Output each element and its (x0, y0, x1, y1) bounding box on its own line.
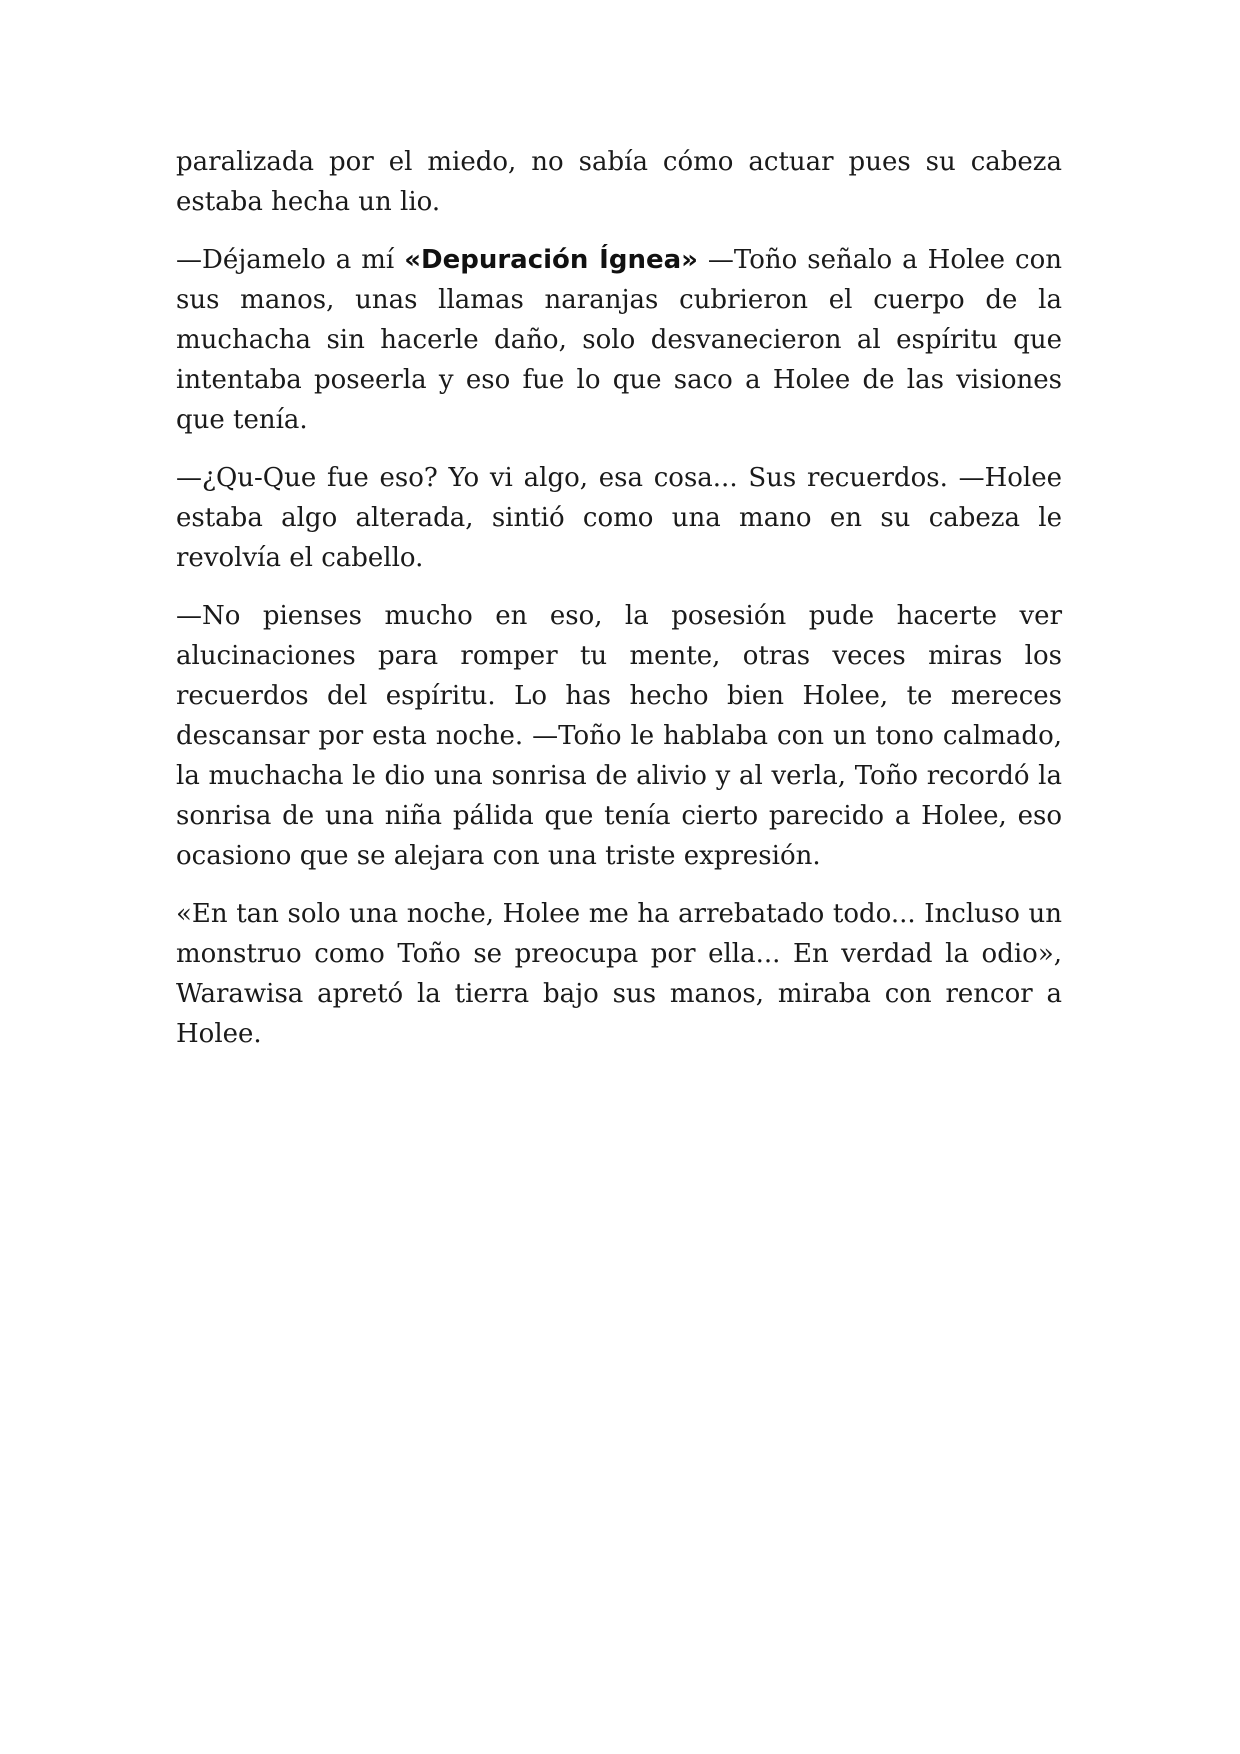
paragraph-2-rest: —Toño señalo a Holee con sus manos, unas llamas naranjas cubrieron el cuerpo de la muchacha sin hacerle daño, solo desvanecieron al espíritu que intentaba poseerla y eso fue lo que saco a Holee de las visiones que tenía. (176, 245, 1062, 435)
paragraph-4: —No pienses mucho en eso, la posesión pude hacerte ver alucinaciones para romper tu mente, otras veces miras los recuerdos del espíritu. Lo has hecho bien Holee, te mereces descansar por esta noche. —Toño le hablaba con un tono calmado, la muchacha le dio una sonrisa de alivio y al verla, Toño recordó la sonrisa de una niña pálida que tenía cierto parecido a Holee, eso ocasiono que se alejara con una triste expresión. (176, 601, 1062, 871)
skill-name: «Depuración Ígnea» (404, 245, 698, 275)
paragraph-2-lead: —Déjamelo a mí (176, 245, 405, 275)
paragraph-3: —¿Qu-Que fue eso? Yo vi algo, esa cosa... Sus recuerdos. —Holee estaba algo alterada, sintió como una mano en su cabeza le revolvía el cabello. (176, 463, 1062, 573)
paragraph-5: «En tan solo una noche, Holee me ha arrebatado todo... Incluso un monstruo como Toño se preocupa por ella... En verdad la odio», Warawisa apretó la tierra bajo sus manos, miraba con rencor a Holee. (176, 899, 1062, 1049)
paragraph-2 (176, 240, 1062, 440)
paragraph-1: paralizada por el miedo, no sabía cómo actuar pues su cabeza estaba hecha un lio. (176, 147, 1062, 217)
page-body-text (176, 142, 1062, 1072)
